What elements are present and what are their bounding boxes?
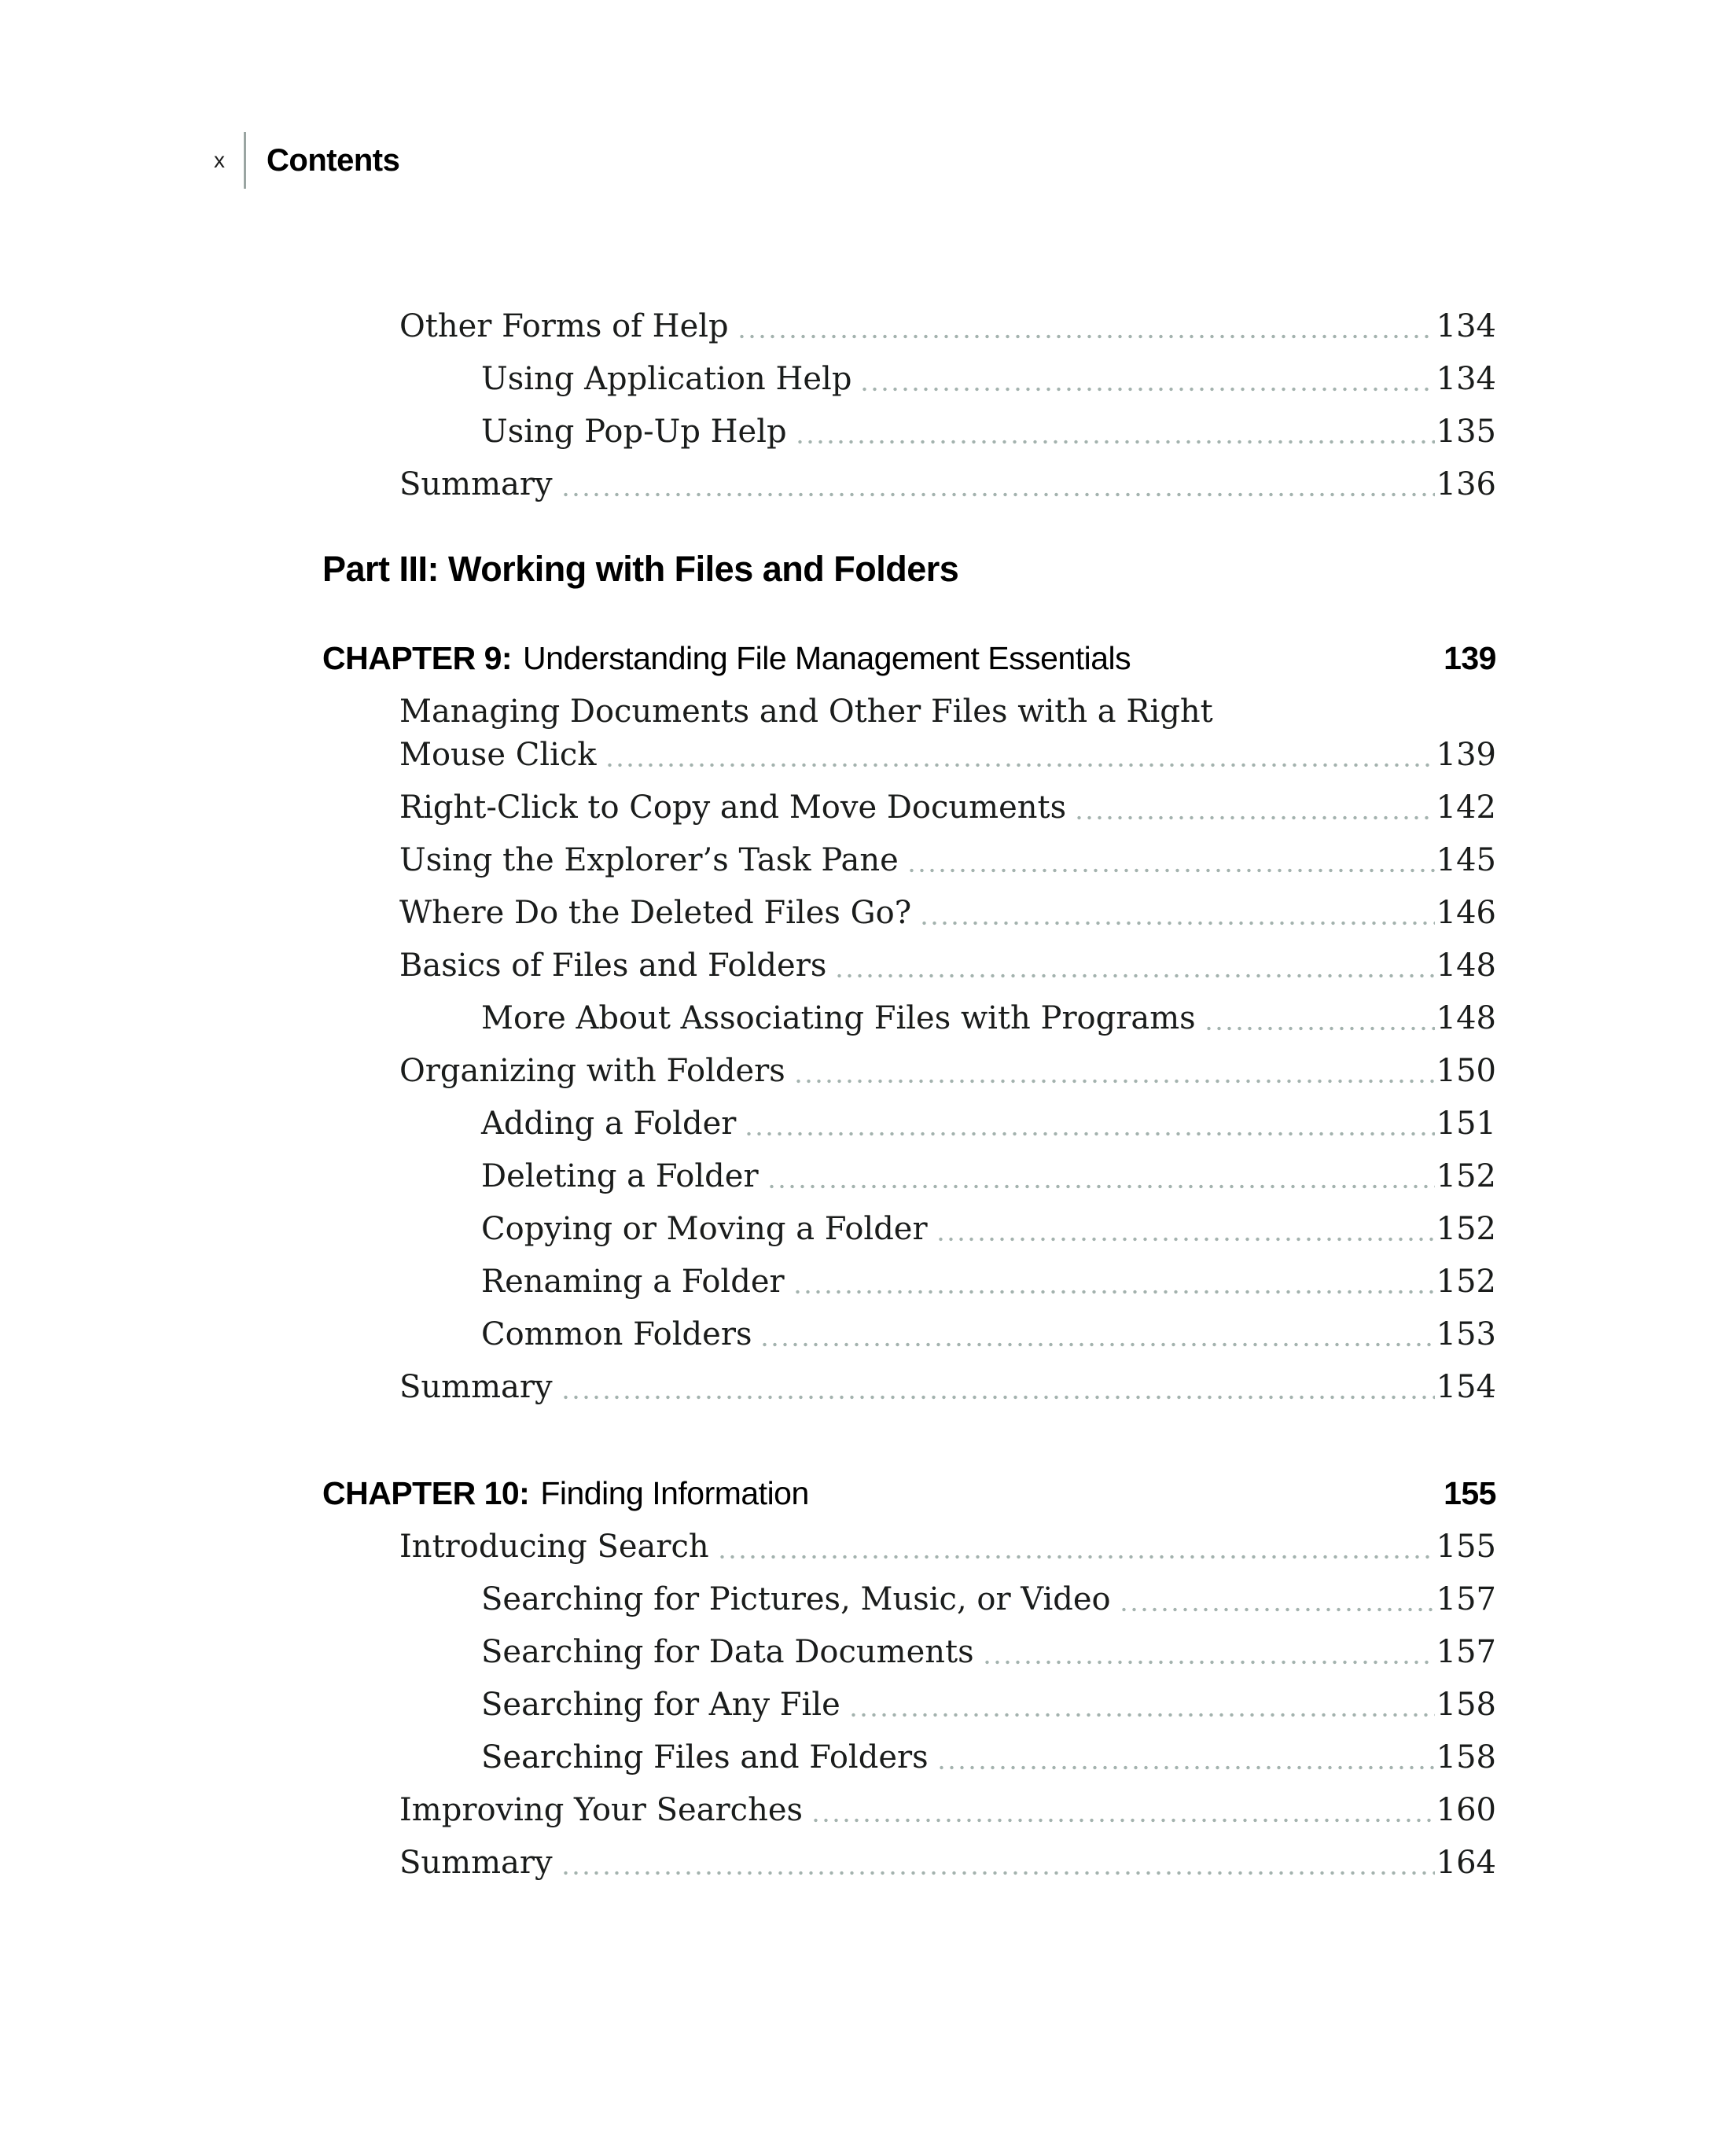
toc-entry	[322, 1369, 1496, 1406]
toc-entry-label: Renaming a Folder	[481, 1264, 785, 1300]
dot-leader	[862, 387, 1434, 392]
toc-entry-label: Searching for Pictures, Music, or Video	[481, 1581, 1111, 1617]
toc-entry-label: Common Folders	[481, 1316, 752, 1352]
table-of-contents	[322, 308, 1496, 1882]
toc-entry	[322, 466, 1496, 503]
toc-entry-page-number: 146	[1436, 895, 1496, 931]
chapter-title: Understanding File Management Essentials	[523, 640, 1131, 676]
toc-entry-page-number: 164	[1436, 1845, 1496, 1881]
toc-entry	[322, 789, 1496, 826]
toc-entry-page-number: 158	[1436, 1739, 1496, 1776]
toc-entry-label: Right-Click to Copy and Move Documents	[399, 789, 1067, 826]
toc-entry	[322, 361, 1496, 398]
chapter-title: Finding Information	[540, 1475, 809, 1511]
toc-entry-label: Improving Your Searches	[399, 1792, 804, 1828]
toc-entry-label: Using Pop-Up Help	[481, 414, 787, 450]
toc-entry-label: Adding a Folder	[481, 1106, 737, 1142]
toc-entry-page-number: 139	[1436, 737, 1496, 773]
toc-entry	[322, 308, 1496, 345]
toc-entry	[322, 1211, 1496, 1248]
toc-entry-page-number: 152	[1436, 1158, 1496, 1194]
dot-leader	[851, 1713, 1435, 1717]
dot-leader	[763, 1342, 1434, 1347]
toc-entry-page-number: 145	[1436, 842, 1496, 878]
toc-entry	[322, 1053, 1496, 1090]
toc-entry-page-number: 134	[1436, 308, 1496, 344]
toc-entry	[322, 895, 1496, 932]
toc-entry-page-number: 153	[1436, 1316, 1496, 1352]
page-folio: x	[214, 148, 225, 172]
toc-entry-page-number: 154	[1436, 1369, 1496, 1405]
dot-leader	[564, 492, 1435, 497]
dot-leader	[940, 1765, 1435, 1770]
toc-entry-label: Copying or Moving a Folder	[481, 1211, 928, 1247]
dot-leader	[814, 1818, 1435, 1823]
toc-entry	[322, 1106, 1496, 1143]
toc-entry	[322, 1316, 1496, 1353]
toc-entry-page-number: 160	[1436, 1792, 1496, 1828]
toc-entry-page-number: 148	[1436, 948, 1496, 984]
toc-entry-label: Summary	[399, 466, 553, 502]
dot-leader	[564, 1871, 1435, 1875]
dot-leader	[564, 1395, 1435, 1400]
dot-leader	[798, 440, 1435, 444]
toc-entry	[322, 1581, 1496, 1618]
toc-entry-line1	[322, 694, 1496, 730]
toc-entry-page-number: 142	[1436, 789, 1496, 826]
dot-leader	[910, 868, 1435, 873]
dot-leader	[796, 1290, 1435, 1294]
dot-leader	[837, 973, 1434, 978]
dot-leader	[985, 1660, 1435, 1665]
toc-entry-line2	[322, 737, 1496, 774]
toc-entry	[322, 1792, 1496, 1829]
toc-entry	[322, 1634, 1496, 1671]
dot-leader	[747, 1132, 1434, 1136]
chapter-page-number: 139	[1444, 640, 1496, 676]
chapter-heading	[322, 1474, 1496, 1513]
dot-leader	[796, 1079, 1435, 1084]
chapter-page-number: 155	[1444, 1475, 1496, 1511]
dot-leader	[720, 1555, 1435, 1559]
toc-entry-label: Managing Documents and Other Files with a Right	[399, 694, 1213, 730]
toc-entry-page-number: 135	[1436, 414, 1496, 450]
toc-entry-page-number: 152	[1436, 1211, 1496, 1247]
toc-entry-label: Summary	[399, 1369, 553, 1405]
toc-entry	[322, 1000, 1496, 1037]
toc-entry-label: More About Associating Files with Programs	[481, 1000, 1196, 1036]
toc-entry-label: Deleting a Folder	[481, 1158, 759, 1194]
chapter-number: CHAPTER 10:	[322, 1475, 530, 1511]
toc-entry	[322, 1529, 1496, 1566]
toc-entry-page-number: 148	[1436, 1000, 1496, 1036]
dot-leader	[770, 1184, 1435, 1189]
toc-entry-label: Searching Files and Folders	[481, 1739, 929, 1776]
chapter-number: CHAPTER 9:	[322, 640, 513, 676]
header-rule	[244, 132, 246, 189]
dot-leader	[1077, 815, 1435, 820]
toc-entry-page-number: 157	[1436, 1581, 1496, 1617]
toc-entry-label: Mouse Click	[399, 737, 597, 773]
toc-entry	[322, 1739, 1496, 1776]
toc-entry	[322, 1687, 1496, 1724]
toc-entry	[322, 414, 1496, 451]
toc-entry-label: Introducing Search	[399, 1529, 709, 1565]
toc-entry	[322, 1264, 1496, 1301]
toc-entry	[322, 1845, 1496, 1882]
toc-entry-label: Searching for Data Documents	[481, 1634, 974, 1670]
toc-entry-page-number: 158	[1436, 1687, 1496, 1723]
running-head-title: Contents	[267, 142, 400, 178]
toc-entry-page-number: 151	[1436, 1106, 1496, 1142]
toc-entry	[322, 1158, 1496, 1195]
toc-entry	[322, 948, 1496, 984]
toc-entry-page-number: 150	[1436, 1053, 1496, 1089]
toc-entry-label: Organizing with Folders	[399, 1053, 785, 1089]
toc-entry-label: Using Application Help	[481, 361, 852, 397]
dot-leader	[922, 921, 1434, 925]
toc-entry	[322, 842, 1496, 879]
dot-leader	[608, 763, 1435, 767]
dot-leader	[740, 334, 1435, 339]
toc-entry-label: Basics of Files and Folders	[399, 948, 827, 984]
part-heading: Part III: Working with Files and Folders	[322, 549, 959, 589]
toc-entry-label: Searching for Any File	[481, 1687, 840, 1723]
toc-entry-page-number: 134	[1436, 361, 1496, 397]
toc-entry-label: Other Forms of Help	[399, 308, 729, 344]
toc-entry-page-number: 152	[1436, 1264, 1496, 1300]
dot-leader	[1122, 1607, 1435, 1612]
chapter-heading	[322, 638, 1496, 678]
toc-entry-label: Summary	[399, 1845, 553, 1881]
toc-entry-label: Where Do the Deleted Files Go?	[399, 895, 912, 931]
running-head	[214, 132, 1736, 189]
dot-leader	[939, 1237, 1435, 1242]
toc-entry-label: Using the Explorer’s Task Pane	[399, 842, 899, 878]
toc-entry-page-number: 136	[1436, 466, 1496, 502]
dot-leader	[1207, 1026, 1435, 1031]
toc-entry-page-number: 155	[1436, 1529, 1496, 1565]
toc-entry-page-number: 157	[1436, 1634, 1496, 1670]
